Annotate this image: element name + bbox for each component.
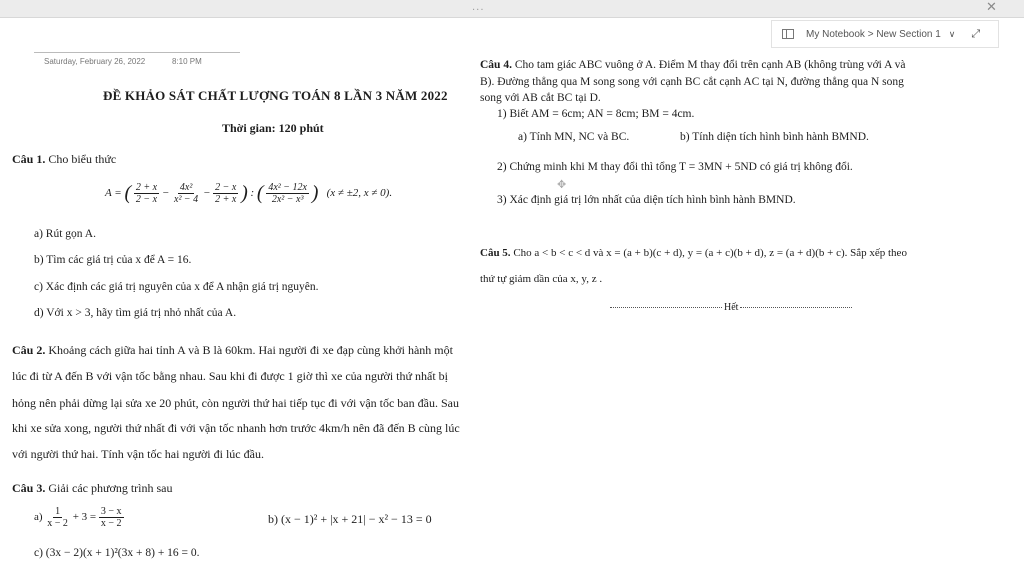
q4-part-1b: b) Tính diện tích hình bình hành BMND. xyxy=(680,131,869,143)
q4-part-1: 1) Biết AM = 6cm; AN = 8cm; BM = 4cm. xyxy=(497,108,695,120)
q4-line-1: Câu 4. Cho tam giác ABC vuông ở A. Điểm M thay đổi trên cạnh AB (không trùng với A và xyxy=(480,59,906,71)
page-date: Saturday, February 26, 2022 xyxy=(44,57,146,66)
q4-part-3: 3) Xác định giá trị lớn nhất của diện tích hình bình hành BMND. xyxy=(497,194,796,206)
q1-part-c: c) Xác định các giá trị nguyên của x để A nhận giá trị nguyên. xyxy=(34,281,319,293)
expand-icon[interactable]: ⤢ xyxy=(971,27,981,40)
notebook-path[interactable]: My Notebook > New Section 1 xyxy=(806,28,941,40)
q2-line-1: Câu 2. Khoảng cách giữa hai tỉnh A và B là 60km. Hai người đi xe đạp cùng khởi hành một xyxy=(12,343,453,357)
exam-duration: Thời gian: 120 phút xyxy=(222,121,324,135)
q1-part-a: a) Rút gọn A. xyxy=(34,228,96,240)
q4-line-3: song với AB cắt BC tại D. xyxy=(480,92,601,104)
q3-part-a: a) $\frac{1}{x - 2}$ + 3 = $\frac{3 - x}{x - 2}$ xyxy=(34,506,122,529)
q2-line-2: lúc đi từ A đến B với vận tốc bằng nhau. Sau khi đi được 1 giờ thì xe của người thứ nhất bị xyxy=(12,369,449,383)
exam-title: ĐỀ KHẢO SÁT CHẤT LƯỢNG TOÁN 8 LẦN 3 NĂM 2022 xyxy=(103,88,448,103)
close-icon[interactable]: ✕ xyxy=(986,0,997,15)
q2-line-4: khi xe sửa xong, người thứ nhất đi với vận tốc nhanh hơn trước 4km/h nên đã đến B cùng lúc xyxy=(12,421,460,435)
q5-line-2: thứ tự giảm dần của x, y, z . xyxy=(480,273,603,285)
q4-part-1a: a) Tính MN, NC và BC. xyxy=(518,131,630,143)
q3-heading: Câu 3. Giải các phương trình sau xyxy=(12,481,173,495)
move-handle-icon[interactable]: ✥ xyxy=(557,178,567,191)
q1-expression: A = ( $\frac{2 + x}{2 - x}$ − $\frac{\text{4x²}}{\text{x² − 4}}$ − $\frac{2 - x}{2 + x}$ ) : ( $\frac{\text{4x² − 12x}}{\text{2x² − x³}}$ ) (x ≠ ±2, x ≠ 0). xyxy=(105,182,393,205)
q3-part-c: c) (3x − 2)(x + 1)²(3x + 8) + 16 = 0. xyxy=(34,547,200,559)
q4-part-2: 2) Chứng minh khi M thay đổi thì tổng T = 3MN + 5ND có giá trị không đổi. xyxy=(497,161,853,173)
q4-line-2: B). Đường thẳng qua M song song với cạnh BC cắt cạnh AC tại N, đường thẳng qua N song xyxy=(480,76,904,88)
q2-line-3: hỏng nên phải dừng lại sửa xe 20 phút, còn người thứ hai tiếp tục đi với vận tốc ban đầu. Sau xyxy=(12,396,459,410)
q3-part-b: b) (x − 1)² + |x + 21| − x² − 13 = 0 xyxy=(268,512,432,526)
window-titlebar xyxy=(0,0,1024,18)
page-time: 8:10 PM xyxy=(172,57,202,66)
q1-part-d: d) Với x > 3, hãy tìm giá trị nhỏ nhất của A. xyxy=(34,307,237,319)
q2-line-5: với người thứ hai. Tính vận tốc hai người đi lúc đầu. xyxy=(12,447,264,461)
notebook-icon xyxy=(782,29,794,39)
chevron-down-icon[interactable]: ∨ xyxy=(948,28,956,39)
q1-heading: Câu 1. Cho biểu thức xyxy=(12,152,117,166)
date-divider xyxy=(34,52,240,53)
q1-part-b: b) Tìm các giá trị của x để A = 16. xyxy=(34,254,192,266)
notebook-breadcrumb[interactable] xyxy=(771,20,999,48)
end-marker: Hết xyxy=(608,302,854,313)
q5-line-1: Câu 5. Cho a < b < c < d và x = (a + b)(c + d), y = (a + c)(b + d), z = (a + d)(b + c). Sắp xếp theo xyxy=(480,247,907,259)
window-menu-dots[interactable]: ... xyxy=(472,2,485,13)
